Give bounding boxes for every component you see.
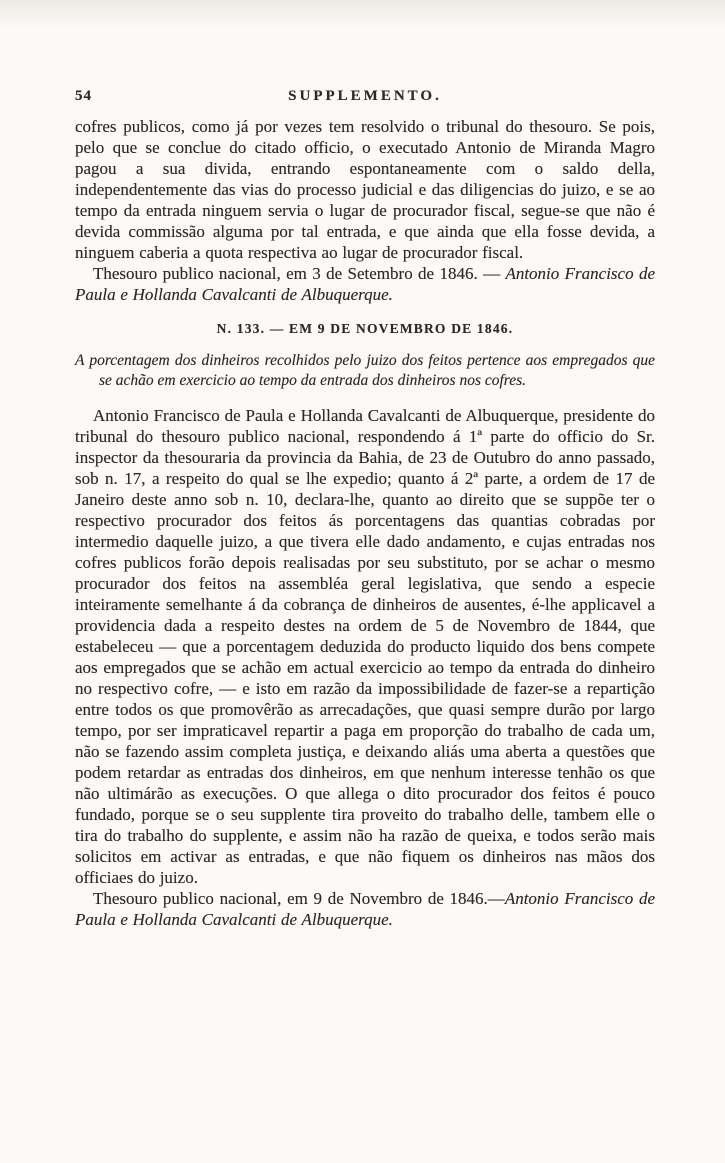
running-title: SUPPLEMENTO. xyxy=(288,88,442,104)
signature-date-2: Thesouro publico nacional, em 9 de Novembro de 1846.— xyxy=(93,889,505,908)
paragraph-main: Antonio Francisco de Paula e Hollanda Cavalcanti de Albuquerque, presidente do tribunal do thesouro publico nacional, respondendo á 1ª parte do officio do Sr. inspector da thesouraria da provincia da Bahia, de 23 de Outubro do anno passado, sob n. 17, a respeito do qual se lhe expedio; quanto á 2ª parte, a ordem de 17 de Janeiro deste anno sob n. 10, declara-lhe, quanto ao direito que se suppõe ter o respectivo procurador dos feitos ás porcentagens das quantias cobradas por intermedio daquelle juizo, a que tivera elle dado andamento, e cujas entradas nos cofres publicos forão depois realisadas por seu substituto, por se achar o mesmo procurador dos feitos na assembléa geral legislativa, que sendo a especie inteiramente semelhante á da cobrança de dinheiros de ausentes, é-lhe applicavel a providencia dada a respeito destes na ordem de 5 de Novembro de 1844, que estabeleceu — que a porcentagem deduzida do producto liquido dos bens compete aos empregados que se achão em actual exercicio ao tempo da entrada do dinheiro no respectivo cofre, — e isto em razão da impossibilidade de fazer-se a repartição entre todos os que promovêrão as arrecadações, que quasi sempre durão por largo tempo, por ser impraticavel repartir a paga em proporção do trabalho de cada um, não se fazendo assim completa justiça, e deixando aliás uma aberta a questões que podem retardar as entradas dos dinheiros, em que nenhum interesse tenhão os que não ultimárão as execuções. O que allega o dito procurador dos feitos é pouco fundado, porque se o seu supplente tira proveito do trabalho delle, tambem elle o tira do trabalho do supplente, e assim não ha razão de queixa, e todos serão mais solicitos em activar as entradas, e que não fiquem os dinheiros nas mãos dos officiaes do juizo. xyxy=(75,406,655,887)
signature-line-2 xyxy=(75,888,655,930)
page-number: 54 xyxy=(75,88,92,104)
signature-line-1 xyxy=(75,263,655,305)
section-summary: A porcentagem dos dinheiros recolhidos pelo juizo dos feitos pertence aos empregados que se achão em exercicio ao tempo da entrada dos dinheiros nos cofres. xyxy=(75,352,655,389)
signature-name-2: Antonio Francisco de Paula e Hollanda Cavalcanti de Albuquerque. xyxy=(75,889,655,929)
page-header xyxy=(75,88,655,112)
signature-date-1: Thesouro publico nacional, em 3 de Setembro de 1846. — xyxy=(93,264,506,283)
signature-name-1: Antonio Francisco de Paula e Hollanda Cavalcanti de Albuquerque. xyxy=(75,264,655,304)
section-heading: N. 133. — EM 9 DE NOVEMBRO DE 1846. xyxy=(216,321,514,336)
paragraph-continuation: cofres publicos, como já por vezes tem resolvido o tribunal do thesouro. Se pois, pelo que se conclue do citado officio, o executado Antonio de Miranda Magro pagou a sua divida, entrando espontaneamente com o saldo della, independentemente das vias do processo judicial e das diligencias do juizo, e se ao tempo da entrada ninguem servia o lugar de procurador fiscal, segue-se que não é devida commissão alguma por tal entrada, e que ainda que ella fosse devida, a ninguem caberia a quota respectiva ao lugar de procurador fiscal. xyxy=(75,117,655,262)
